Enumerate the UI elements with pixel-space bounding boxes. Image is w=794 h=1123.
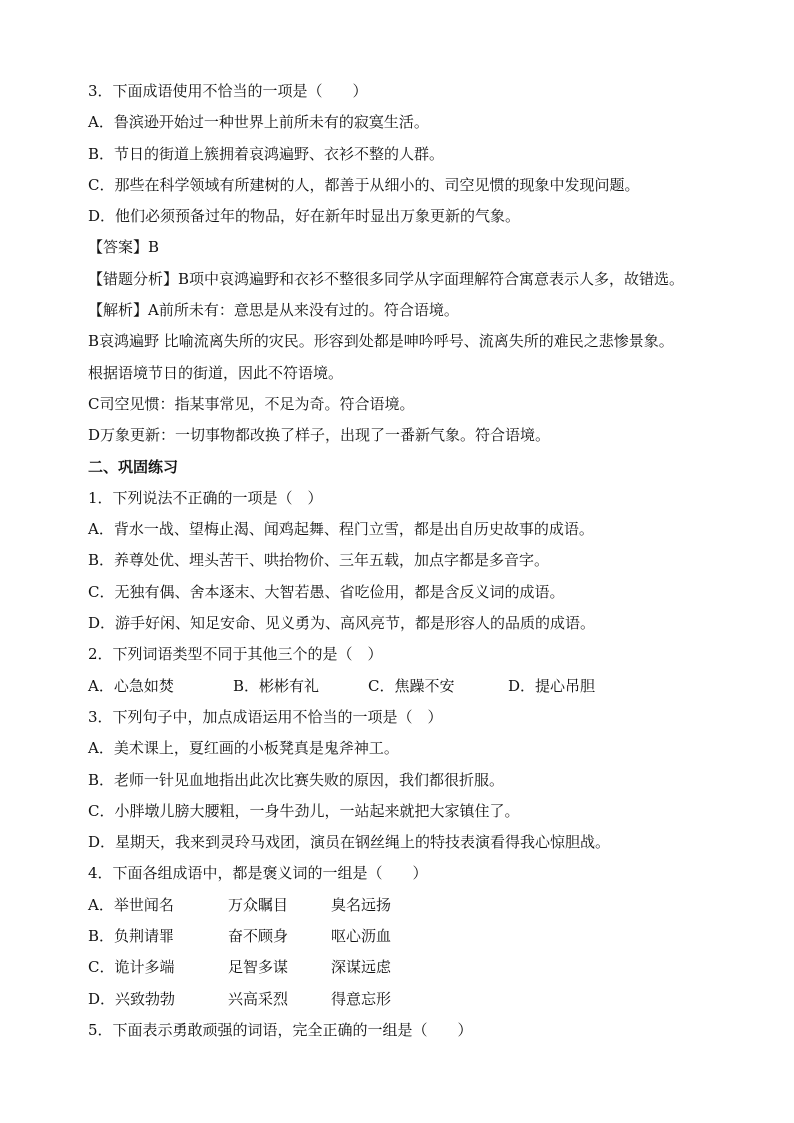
analysis-text-b: B哀鸿遍野 比喻流离失所的灾民。形容到处都是呻吟呼号、流离失所的难民之悲惨景象。 — [88, 332, 674, 351]
question-2-stem: 2．下列词语类型不同于其他三个的是（ ） — [88, 645, 383, 664]
q1-option-c: C．无独有偶、舍本逐末、大智若愚、省吃俭用，都是含反义词的成语。 — [88, 582, 565, 601]
q3-option-b: B．老师一针见血地指出此次比赛失败的原因，我们都很折服。 — [88, 770, 505, 789]
q4-a-2: 万众瞩目 — [228, 895, 289, 914]
q4-a-3: 臭名远扬 — [331, 895, 392, 914]
q3-option-a: A．美术课上，夏红画的小板凳真是鬼斧神工。 — [88, 739, 399, 758]
q4-row-d — [88, 986, 728, 1017]
question-4-stem: 4．下面各组成语中，都是褒义词的一组是（ ） — [88, 864, 428, 883]
analysis-text-c: C司空见惯：指某事常见，不足为奇。符合语境。 — [88, 394, 415, 413]
q4-d-1: D．兴致勃勃 — [88, 989, 176, 1008]
q4-row-b — [88, 923, 728, 954]
q4-c-3: 深谋远虑 — [331, 958, 392, 977]
q4-a-1: A．举世闻名 — [88, 895, 174, 914]
q2-options-row — [88, 673, 728, 704]
question-3-stem: 3．下面成语使用不恰当的一项是（ ） — [88, 82, 368, 100]
q4-d-3: 得意忘形 — [331, 989, 392, 1008]
section-heading: 二、巩固练习 — [88, 457, 179, 476]
q4-d-2: 兴高采烈 — [228, 989, 289, 1008]
analysis-text-a: A前所未有：意思是从来没有过的。符合语境。 — [148, 301, 459, 320]
q2-option-b: B．彬彬有礼 — [233, 676, 320, 695]
analysis-line — [88, 297, 728, 328]
analysis-text-b-cont: 根据语境节日的街道，因此不符语境。 — [88, 363, 344, 382]
analysis-text-d: D万象更新：一切事物都改换了样子，出现了一番新气象。符合语境。 — [88, 426, 551, 445]
q3-option-c: C．小胖墩儿膀大腰粗，一身牛劲儿，一站起来就把大家镇住了。 — [88, 801, 520, 820]
option-d: D．他们必须预备过年的物品，好在新年时显出万象更新的气象。 — [88, 207, 521, 226]
q1-option-a: A．背水一战、望梅止渴、闻鸡起舞、程门立雪，都是出自历史故事的成语。 — [88, 520, 594, 539]
q1-option-b: B．养尊处优、埋头苦干、哄抬物价、三年五载，加点字都是多音字。 — [88, 551, 550, 570]
analysis-tag: 【解析】 — [88, 301, 149, 320]
q3-option-d: D．星期天，我来到灵玲马戏团，演员在钢丝绳上的特技表演看得我心惊胆战。 — [88, 833, 611, 852]
error-analysis-text: B项中哀鸿遍野和衣衫不整很多同学从字面理解符合寓意表示人多，故错选。 — [178, 269, 685, 288]
question-1-stem: 1．下列说法不正确的一项是（ ） — [88, 488, 323, 507]
error-analysis-line — [88, 266, 728, 297]
q2-option-c: C．焦躁不安 — [368, 676, 455, 695]
q1-option-d: D．游手好闲、知足安命、见义勇为、高风亮节，都是形容人的品质的成语。 — [88, 614, 596, 633]
option-c: C．那些在科学领域有所建树的人，都善于从细小的、司空见惯的现象中发现问题。 — [88, 175, 640, 194]
option-a: A．鲁滨逊开始过一种世界上前所未有的寂寞生活。 — [88, 113, 429, 132]
question-3-stem-b: 3．下列句子中，加点成语运用不恰当的一项是（ ） — [88, 707, 443, 726]
option-b: B．节日的街道上簇拥着哀鸿遍野、衣衫不整的人群。 — [88, 144, 445, 163]
q2-option-d: D．提心吊胆 — [508, 676, 596, 695]
error-analysis-tag: 【错题分析】 — [88, 269, 179, 288]
q4-row-c — [88, 954, 728, 985]
answer-line — [88, 234, 728, 265]
q2-option-a: A．心急如焚 — [88, 676, 174, 695]
q4-c-1: C．诡计多端 — [88, 958, 175, 977]
q4-c-2: 足智多谋 — [228, 958, 289, 977]
worksheet-page — [88, 78, 728, 1048]
q4-b-2: 奋不顾身 — [228, 927, 289, 946]
question-5-stem: 5．下面表示勇敢顽强的词语，完全正确的一组是（ ） — [88, 1020, 473, 1039]
q4-row-a — [88, 892, 728, 923]
answer-tag: 【答案】 — [88, 238, 149, 257]
q4-b-1: B．负荆请罪 — [88, 927, 175, 946]
answer-value: B — [148, 238, 160, 257]
q4-b-3: 呕心沥血 — [331, 927, 392, 946]
